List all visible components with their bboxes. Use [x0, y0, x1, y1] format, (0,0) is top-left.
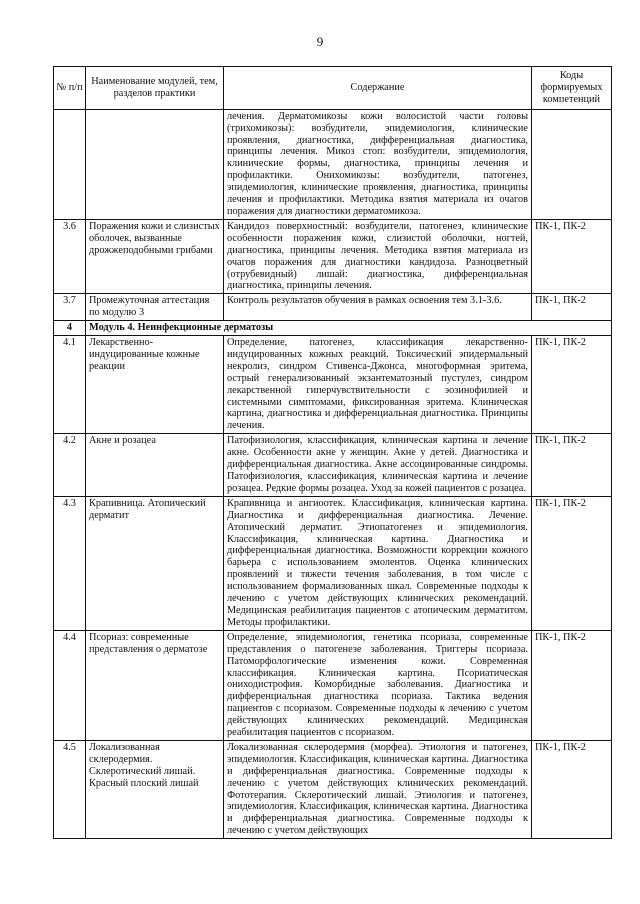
row-name [86, 109, 224, 219]
row-num: 4.1 [54, 336, 86, 434]
table-header-row [54, 67, 612, 110]
row-content: Кандидоз поверхностный: возбудители, патогенез, клинические особенности поражения кожи, слизистой оболочки, ногтей, диагностика, принципы лечения. Методика взятия материала из очагов поражения для диагностики кандидоза. Разноцветный (отрубевидный) лишай: диагностика, дифференциальная диагностика, принципы лечения. [224, 219, 532, 293]
row-num [54, 109, 86, 219]
row-name: Поражения кожи и слизистых оболочек, вызванные дрожжеподобными грибами [86, 219, 224, 293]
row-content: Патофизиология, классификация, клиническая картина и лечение акне. Особенности акне у женщин. Акне у детей. Диагностика и дифференциальная диагностика. Акне ассоциированные синдромы. Патофизиология, классификация, клиническая картина и лечение розацеа. Редкие формы розацеа. Уход за кожей пациентов с розацеа. [224, 434, 532, 497]
row-num: 4.3 [54, 496, 86, 630]
row-codes: ПК-1, ПК-2 [532, 219, 612, 293]
header-codes: Коды формируемых компетенций [532, 67, 612, 110]
table-row [54, 219, 612, 293]
row-num: 4.4 [54, 630, 86, 740]
row-name: Локализованная склеродермия. Склеротический лишай. Красный плоский лишай [86, 740, 224, 838]
page-number: 9 [316, 34, 324, 49]
row-content: Контроль результатов обучения в рамках освоения тем 3.1-3.6. [224, 294, 532, 321]
row-num: 4.2 [54, 434, 86, 497]
table-row [54, 496, 612, 630]
table-row [54, 434, 612, 497]
row-content: Крапивница и ангиоотек. Классификация, клиническая картина. Диагностика и дифференциальная диагностика. Лечение. Атопический дерматит. Этиопатогенез и эпидемиология. Классификация, клиническая картина. Диагностика и дифференциальная диагностика. Возможности коррекции кожного барьера с использованием эмолентов. Оценка клинических проявлений и тяжести течения заболевания, в том числе с использованием формализованных шкал. Современные подходы к лечению с учетом действующих клинических рекомендаций. Медицинская реабилитация пациентов с атопическим дерматитом. Методы профилактики. [224, 496, 532, 630]
row-content: Локализованная склеродермия (морфеа). Этиология и патогенез, эпидемиология. Классификация, клиническая картина. Диагностика и дифференциальная диагностика. Современные подходы к лечению с учетом действующих клинических рекомендаций. Фототерапия. Склеротический лишай. Этиология и патогенез, эпидемиология. Классификация, клиническая картина. Диагностика и дифференциальная диагностика. Современные подходы к лечению с учетом действующих [224, 740, 532, 838]
header-name: Наименование модулей, тем, разделов практики [86, 67, 224, 110]
row-codes: ПК-1, ПК-2 [532, 740, 612, 838]
row-name: Лекарственно-индуцированные кожные реакции [86, 336, 224, 434]
row-num: 3.6 [54, 219, 86, 293]
row-codes: ПК-1, ПК-2 [532, 434, 612, 497]
row-name: Крапивница. Атопический дерматит [86, 496, 224, 630]
row-codes: ПК-1, ПК-2 [532, 496, 612, 630]
table-row [54, 630, 612, 740]
row-content: Определение, патогенез, классификация лекарственно-индуцированных кожных реакций. Токсический эпидермальный некролиз, синдром Стивенса-Джонса, многоформная эритема, острый генерализованный экзантематозный пустулез, синдром лекарственной гиперчувствительности с эозинофилией и системными симптомами, фиксированная эритема. Клиническая картина, диагностика и дифференциальная диагностика. Принципы лечения. [224, 336, 532, 434]
table-row [54, 109, 612, 219]
row-num: 3.7 [54, 294, 86, 321]
module-row [54, 321, 612, 336]
table-row [54, 336, 612, 434]
row-num: 4.5 [54, 740, 86, 838]
row-codes: ПК-1, ПК-2 [532, 294, 612, 321]
row-codes [532, 109, 612, 219]
row-codes: ПК-1, ПК-2 [532, 336, 612, 434]
row-codes: ПК-1, ПК-2 [532, 630, 612, 740]
header-content: Содержание [224, 67, 532, 110]
row-name: Промежуточная аттестация по модулю 3 [86, 294, 224, 321]
curriculum-table [53, 66, 612, 839]
header-num: № п/п [54, 67, 86, 110]
row-content: лечения. Дерматомикозы кожи волосистой части головы (трихомикозы): возбудители, эпидемиология, клинические проявления, диагностика, дифференциальная диагностика, принципы лечения. Микоз стоп: возбудители, эпидемиология, клинические формы, диагностика, принципы лечения и профилактики. Онихомикозы: возбудители, патогенез, эпидемиология, клинические проявления, диагностика, принципы лечения и профилактики. Методика взятия материала из очагов поражения для диагностики дерматомикоза. [224, 109, 532, 219]
row-name: Акне и розацеа [86, 434, 224, 497]
module-num: 4 [54, 321, 86, 336]
module-title: Модуль 4. Неинфекционные дерматозы [86, 321, 612, 336]
row-content: Определение, эпидемиология, генетика псориаза, современные представления о патогенезе заболевания. Триггеры псориаза. Патоморфологические изменения кожи. Современная классификация. Клиническая картина. Псориатическая ониходистрофия. Коморбидные заболевания. Диагностика и дифференциальная диагностика псориаза. Тактика ведения пациентов с псориазом. Современные подходы к лечению с учетом действующих клинических рекомендаций. Медицинская реабилитация пациентов с псориазом. [224, 630, 532, 740]
table-row [54, 294, 612, 321]
table-row [54, 740, 612, 838]
row-name: Псориаз: современные представления о дерматозе [86, 630, 224, 740]
